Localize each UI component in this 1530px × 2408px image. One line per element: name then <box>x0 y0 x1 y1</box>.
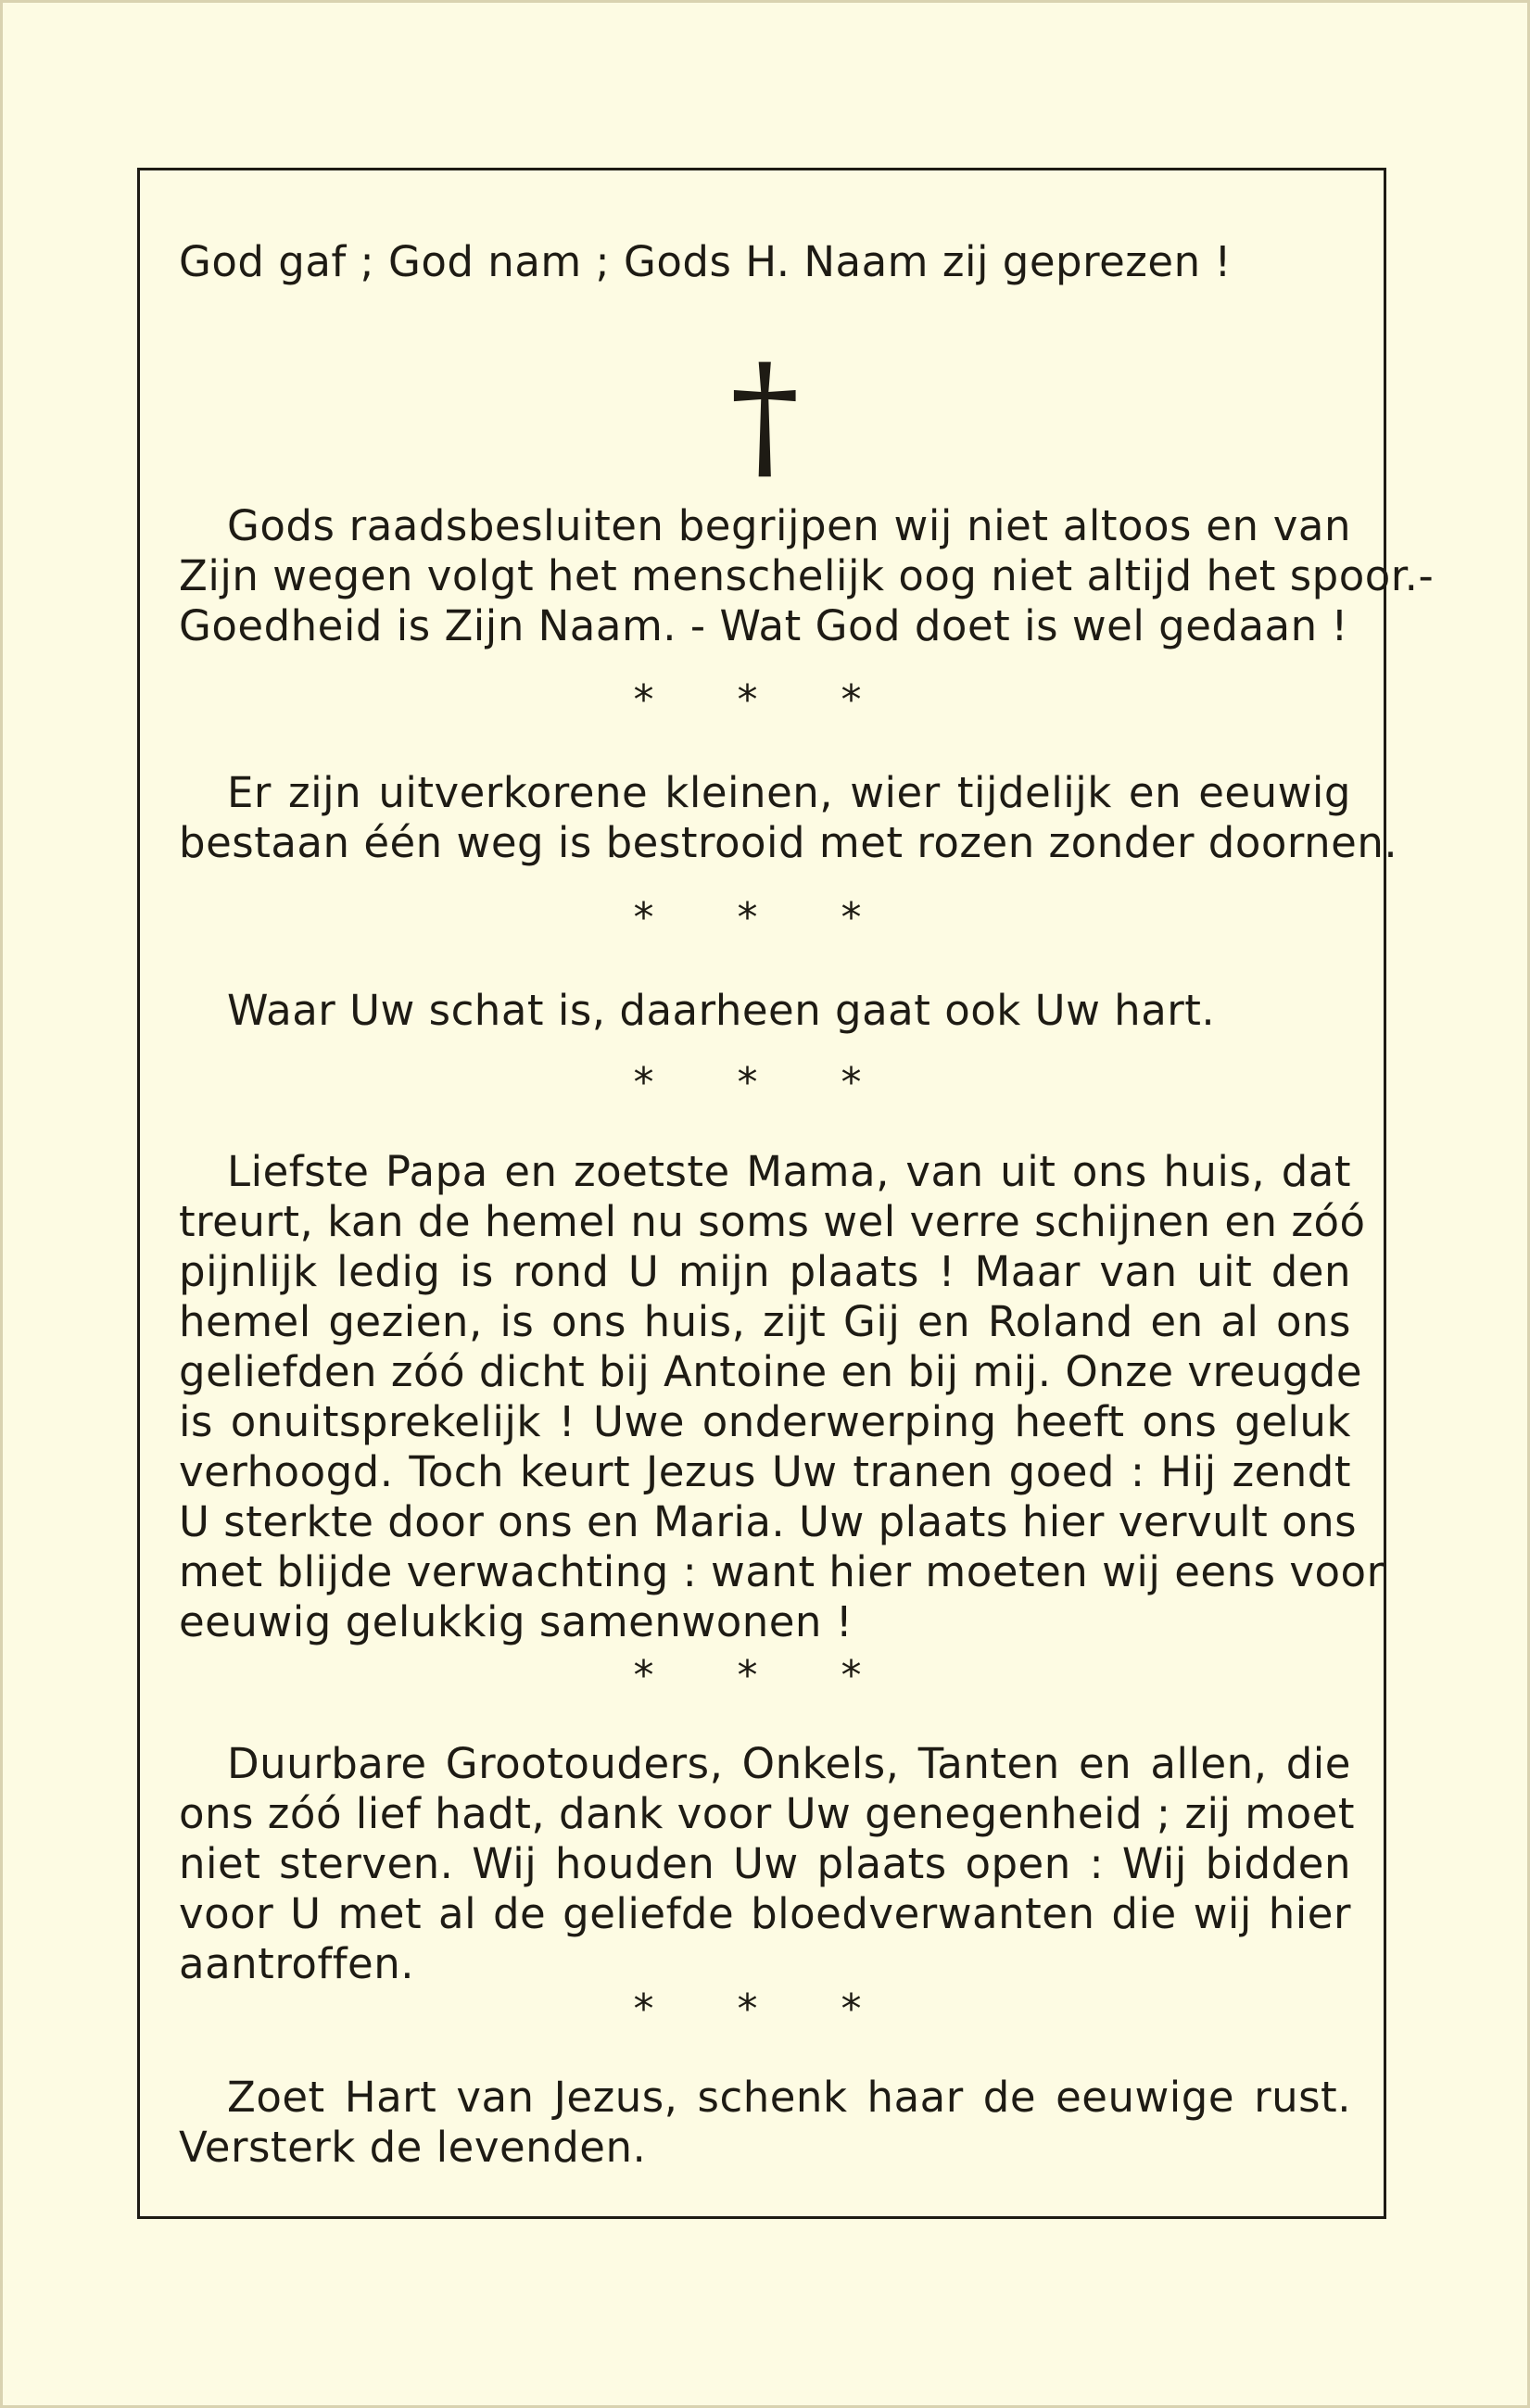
text-frame <box>137 168 1435 2219</box>
text-line: eeuwig gelukkig samenwonen ! <box>179 1597 854 1646</box>
text-line: Zoet Hart van Jezus, schenk haar de eeuwige rust. <box>227 2073 1351 2122</box>
text-line: Goedheid is Zijn Naam. - Wat God doet is wel gedaan ! <box>179 601 1348 650</box>
separator-stars: * * * <box>633 1059 897 1106</box>
text-line: voor U met al de geliefde bloedverwanten die wij hier <box>179 1889 1351 1938</box>
text-line: verhoogd. Toch keurt Jezus Uw tranen goed : Hij zendt <box>179 1447 1351 1496</box>
text-line: ons zóó lief hadt, dank voor Uw genegenheid ; zij moet <box>179 1789 1356 1838</box>
text-line: Duurbare Grootouders, Onkels, Tanten en allen, die <box>227 1739 1351 1788</box>
paragraph-3 <box>179 986 1351 1036</box>
text-line: treurt, kan de hemel nu soms wel verre schijnen en zóó <box>179 1197 1366 1246</box>
text-line: bestaan één weg is bestrooid met rozen zonder doornen. <box>179 818 1398 867</box>
text-line: Waar Uw schat is, daarheen gaat ook Uw hart. <box>227 986 1216 1035</box>
paragraph-4 <box>179 1147 1385 1647</box>
separator-stars: * * * <box>633 1986 897 2033</box>
paragraph-2 <box>179 768 1398 868</box>
text-line: Er zijn uitverkorene kleinen, wier tijdelijk en eeuwig <box>227 768 1351 817</box>
separator-stars: * * * <box>633 1652 897 1699</box>
text-line: Zijn wegen volgt het menschelijk oog niet altijd het spoor.- <box>179 551 1435 600</box>
motto-line: God gaf ; God nam ; Gods H. Naam zij geprezen ! <box>179 237 1232 286</box>
paragraph-1 <box>179 501 1435 651</box>
separator-stars: * * * <box>633 894 897 941</box>
text-line: U sterkte door ons en Maria. Uw plaats hier vervult ons <box>179 1497 1358 1546</box>
text-line: Versterk de levenden. <box>179 2123 647 2172</box>
text-line: aantroffen. <box>179 1939 415 1988</box>
text-line: pijnlijk ledig is rond U mijn plaats ! Maar van uit den <box>179 1247 1351 1296</box>
text-line: Liefste Papa en zoetste Mama, van uit ons huis, dat <box>227 1147 1351 1196</box>
paragraph-5 <box>179 1739 1356 1989</box>
separator-stars: * * * <box>633 676 897 724</box>
paragraph-6 <box>179 2073 1351 2173</box>
text-line: hemel gezien, is ons huis, zijt Gij en Roland en al ons <box>179 1297 1351 1346</box>
text-line: geliefden zóó dicht bij Antoine en bij mij. Onze vreugde <box>179 1347 1363 1396</box>
text-line: Gods raadsbesluiten begrijpen wij niet altoos en van <box>227 501 1351 550</box>
text-line: niet sterven. Wij houden Uw plaats open : Wij bidden <box>179 1839 1351 1888</box>
cross-icon: † <box>729 335 801 497</box>
text-line: is onuitsprekelijk ! Uwe onderwerping heeft ons geluk <box>179 1397 1351 1446</box>
text-line: met blijde verwachting : want hier moeten wij eens voor <box>179 1547 1385 1596</box>
